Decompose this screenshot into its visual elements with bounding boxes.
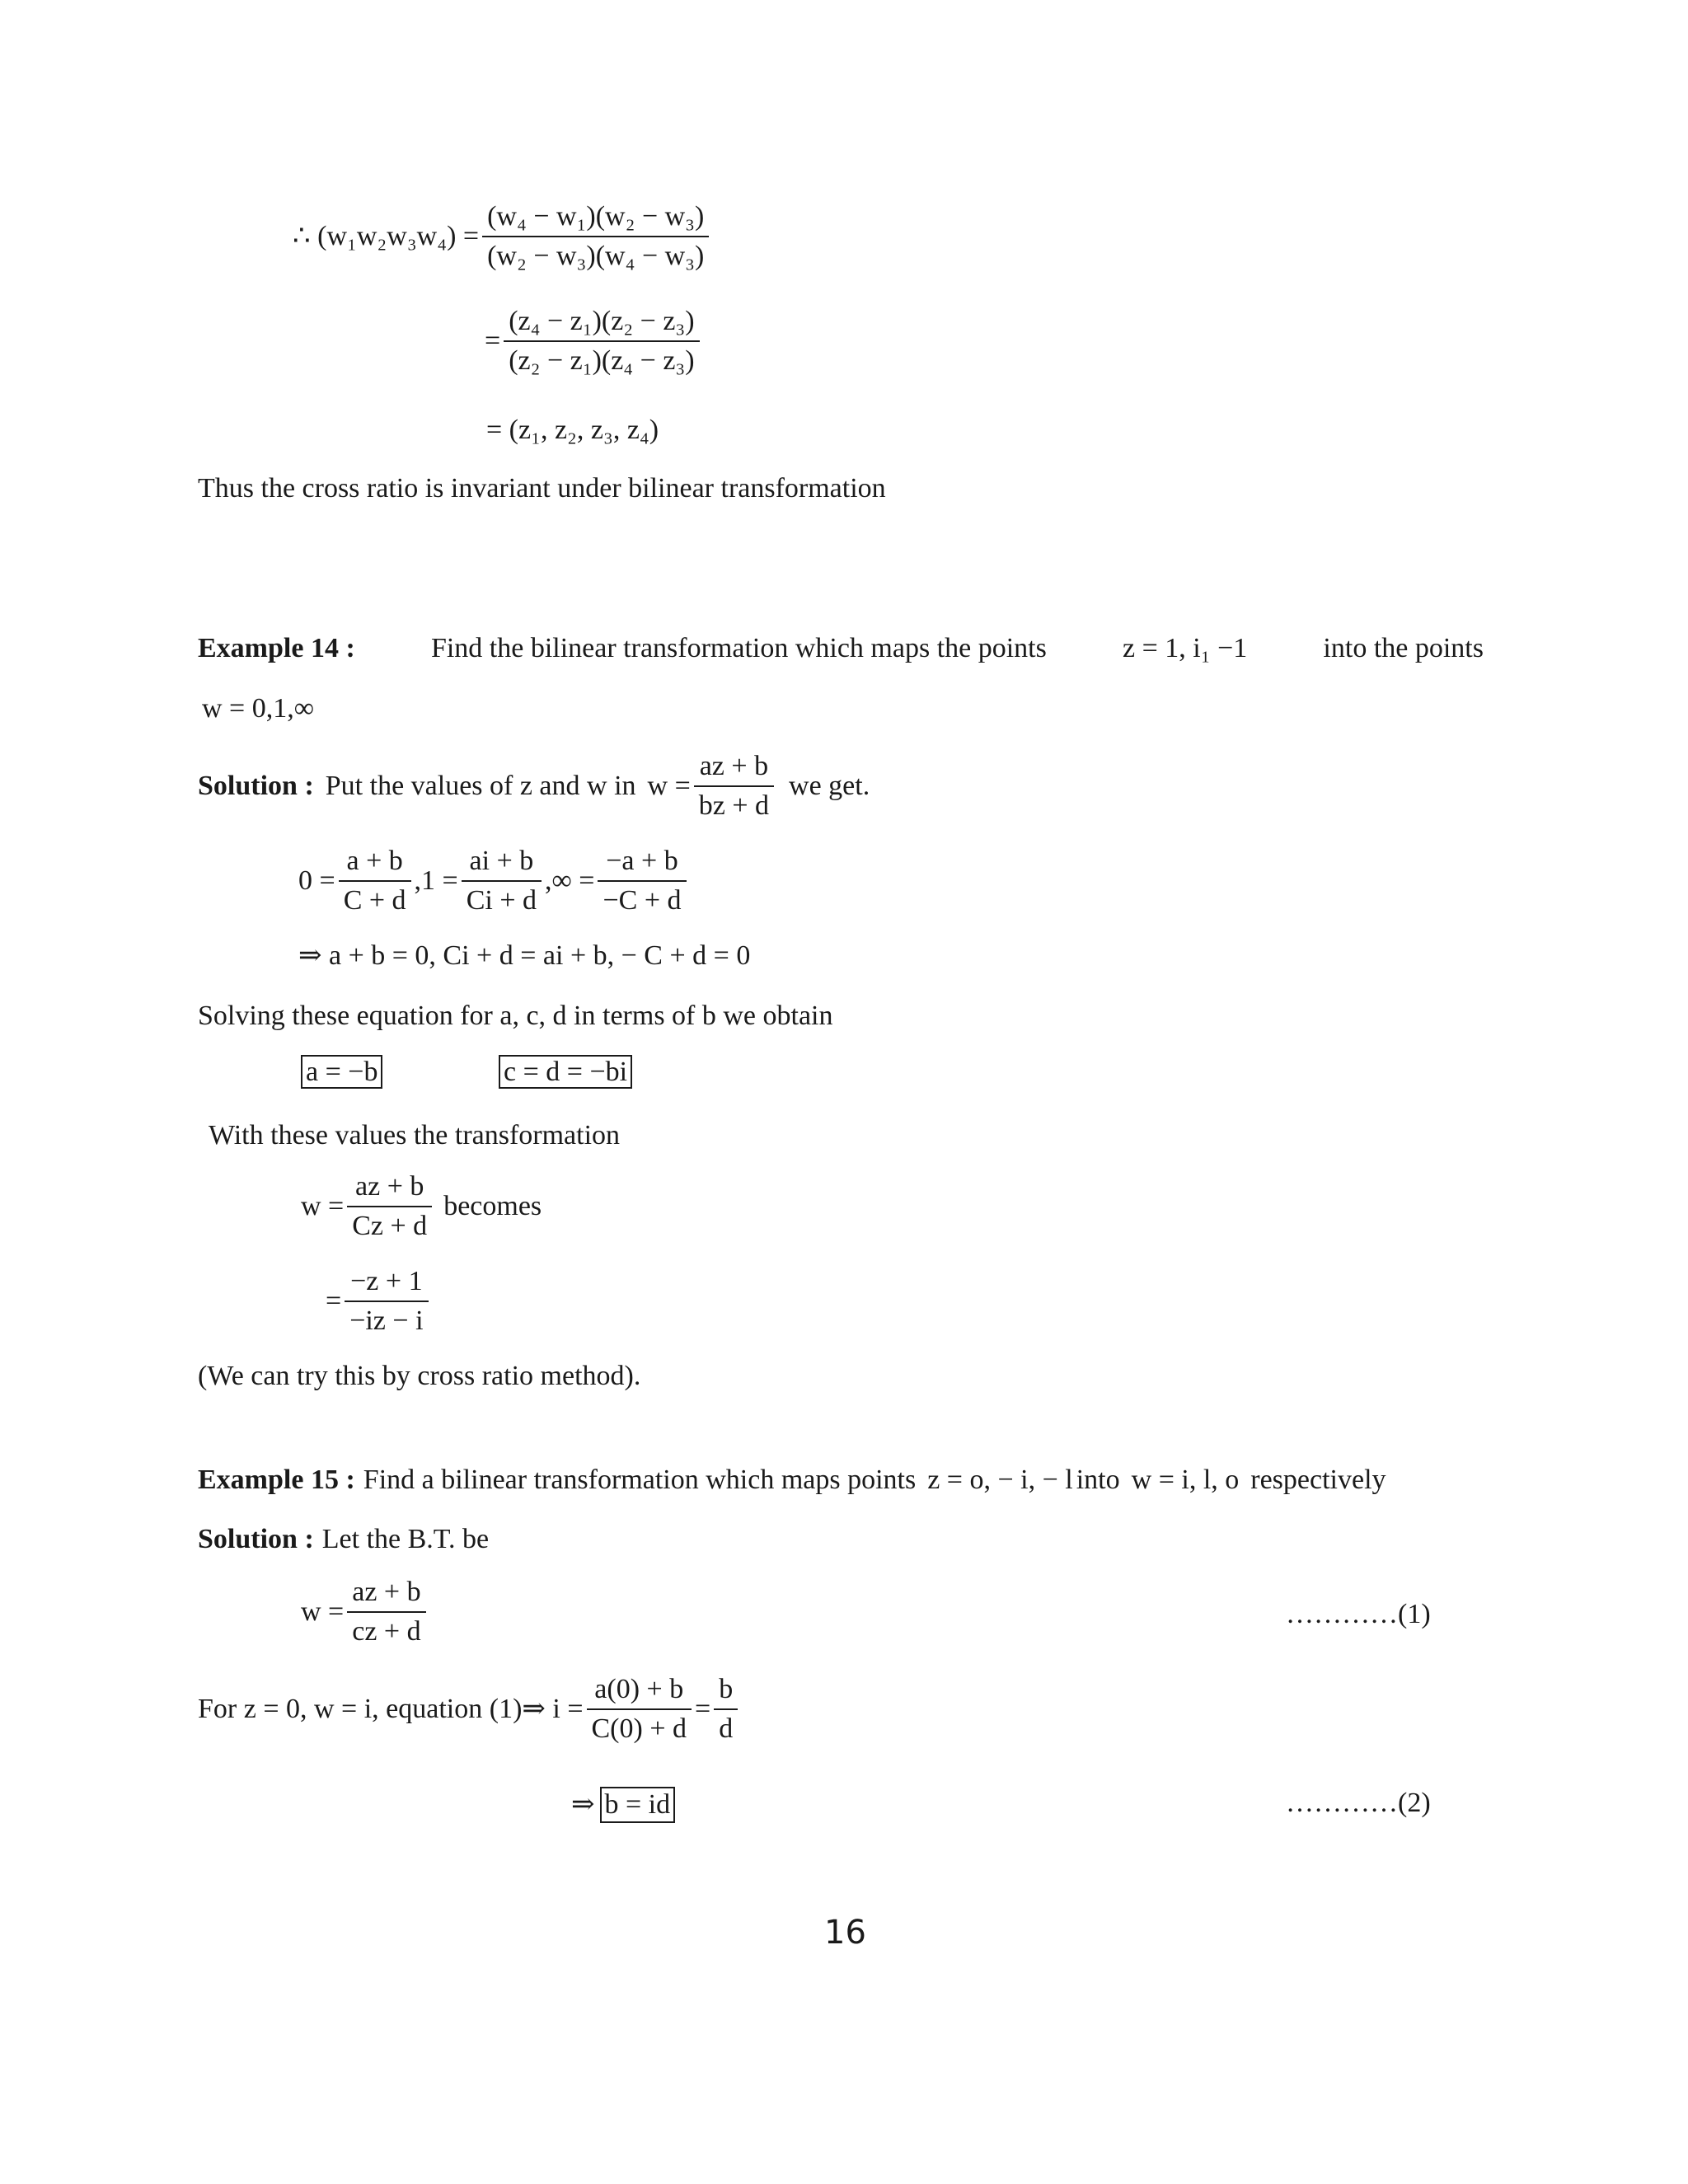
boxed-result: c = d = −bi — [499, 1055, 632, 1089]
example-15-points-w: w = i, l, o — [1131, 1465, 1240, 1495]
example-14-points-z: z = 1, i₁ −1 — [1123, 633, 1248, 663]
solution-text: Put the values of z and w in — [325, 771, 636, 801]
example-14-implies: ⇒ a + b = 0, Ci + d = ai + b, − C + d = 0 — [298, 940, 751, 971]
eq-a-lhs: 0 = — [298, 865, 335, 896]
cross-ratio-lhs: ∴ (w₁w₂w₃w₄) = — [293, 221, 480, 251]
example-14-solving: Solving these equation for a, c, d in terms of b we obtain — [198, 1001, 833, 1031]
example-15-b-result — [571, 1787, 675, 1823]
cross-ratio-conclusion: Thus the cross ratio is invariant under bilinear transformation — [198, 473, 886, 504]
equals-sign: = — [326, 1286, 342, 1316]
example-14-with-values: With these values the transformation — [209, 1120, 621, 1151]
fraction-numerator: −a + b — [606, 846, 678, 876]
transformation-fraction — [347, 1170, 432, 1243]
cross-ratio-fraction-z — [504, 305, 699, 377]
cross-ratio-line-2 — [485, 305, 703, 377]
eq-b-fraction — [462, 845, 542, 917]
result-fraction — [345, 1265, 428, 1338]
fraction-numerator: az + b — [355, 1171, 424, 1202]
becomes-text: becomes — [443, 1191, 542, 1221]
w-eq: w = — [301, 1191, 345, 1221]
example-15-substitution — [198, 1673, 741, 1746]
cross-ratio-line-1 — [293, 200, 712, 273]
example-15-text: Find a bilinear transformation which maps points — [363, 1465, 917, 1495]
implies-sign: ⇒ — [571, 1789, 595, 1820]
fraction-denominator: bz + d — [694, 785, 774, 823]
eq-c-lhs: ,∞ = — [545, 865, 595, 896]
fraction-denominator: Cz + d — [347, 1206, 432, 1243]
example-14-transformation — [301, 1170, 542, 1243]
solution-label: Solution : — [198, 1524, 314, 1554]
w-eq: w = — [301, 1596, 345, 1627]
example-14-note: (We can try this by cross ratio method). — [198, 1361, 641, 1391]
example-15-solution — [198, 1523, 489, 1556]
equals-sign: = — [485, 326, 501, 356]
bt-fraction — [347, 1576, 425, 1648]
eq-b-lhs: ,1 = — [414, 865, 458, 896]
example-15-label: Example 15 : — [198, 1465, 355, 1495]
equals-sign: = — [695, 1694, 711, 1724]
substitution-fraction — [587, 1673, 692, 1746]
example-14-solution — [198, 750, 870, 823]
fraction-denominator: C(0) + d — [587, 1708, 692, 1746]
eq-a-fraction — [339, 845, 411, 917]
fraction-denominator: C + d — [339, 880, 411, 917]
fraction-numerator: az + b — [352, 1577, 421, 1607]
example-15-points-z: z = o, − i, − l — [927, 1465, 1073, 1495]
example-14-text-2: into the points — [1323, 633, 1484, 663]
example-15-statement — [198, 1464, 1386, 1497]
we-get-text: we get. — [789, 771, 870, 801]
example-15-bt — [301, 1576, 429, 1648]
example-14-box-a — [301, 1056, 382, 1089]
eq-c-fraction — [598, 845, 686, 917]
cross-ratio-line-3: = (z₁, z₂, z₃, z₄) — [486, 415, 659, 445]
fraction-denominator: −C + d — [598, 880, 686, 917]
fraction-numerator: a + b — [346, 846, 403, 876]
example-15-respectively: respectively — [1250, 1465, 1386, 1495]
for-text: For z = 0, w = i, equation (1)⇒ i = — [198, 1694, 584, 1724]
example-14-label: Example 14 : — [198, 633, 355, 663]
fraction-numerator: (z₄ − z₁)(z₂ − z₃) — [509, 306, 695, 336]
equation-ref-1: …………(1) — [1286, 1599, 1431, 1629]
solution-fraction — [694, 750, 774, 823]
solution-text: Let the B.T. be — [321, 1524, 490, 1554]
fraction-numerator: −z + 1 — [350, 1266, 423, 1296]
b-over-d-fraction — [714, 1673, 738, 1746]
fraction-numerator: a(0) + b — [594, 1674, 684, 1704]
example-14-text: Find the bilinear transformation which maps the points — [430, 633, 1047, 663]
fraction-denominator: (z₂ − z₁)(z₄ − z₃) — [504, 340, 699, 377]
fraction-denominator: Ci + d — [462, 880, 542, 917]
fraction-numerator: b — [719, 1674, 734, 1704]
fraction-denominator: cz + d — [347, 1611, 425, 1648]
solution-w-eq: w = — [647, 771, 691, 801]
fraction-denominator: d — [714, 1708, 738, 1746]
example-14-box-cd — [499, 1056, 632, 1089]
equation-ref-2: …………(2) — [1286, 1788, 1431, 1818]
fraction-numerator: (w₄ − w₁)(w₂ − w₃) — [487, 201, 705, 232]
example-14-statement — [198, 632, 1484, 665]
boxed-result: a = −b — [301, 1055, 382, 1089]
example-14-result — [326, 1265, 432, 1338]
boxed-result: b = id — [600, 1787, 676, 1823]
page-number: 16 — [824, 1914, 866, 1952]
fraction-denominator: −iz − i — [345, 1301, 428, 1338]
fraction-numerator: az + b — [699, 751, 769, 781]
example-15-into: into — [1076, 1465, 1120, 1495]
solution-label: Solution : — [198, 771, 314, 801]
cross-ratio-fraction-w — [482, 200, 709, 273]
fraction-numerator: ai + b — [469, 846, 534, 876]
fraction-denominator: (w₂ − w₃)(w₄ − w₃) — [482, 236, 709, 273]
example-14-equations — [298, 845, 690, 917]
example-14-points-w: w = 0,1,∞ — [202, 693, 314, 724]
